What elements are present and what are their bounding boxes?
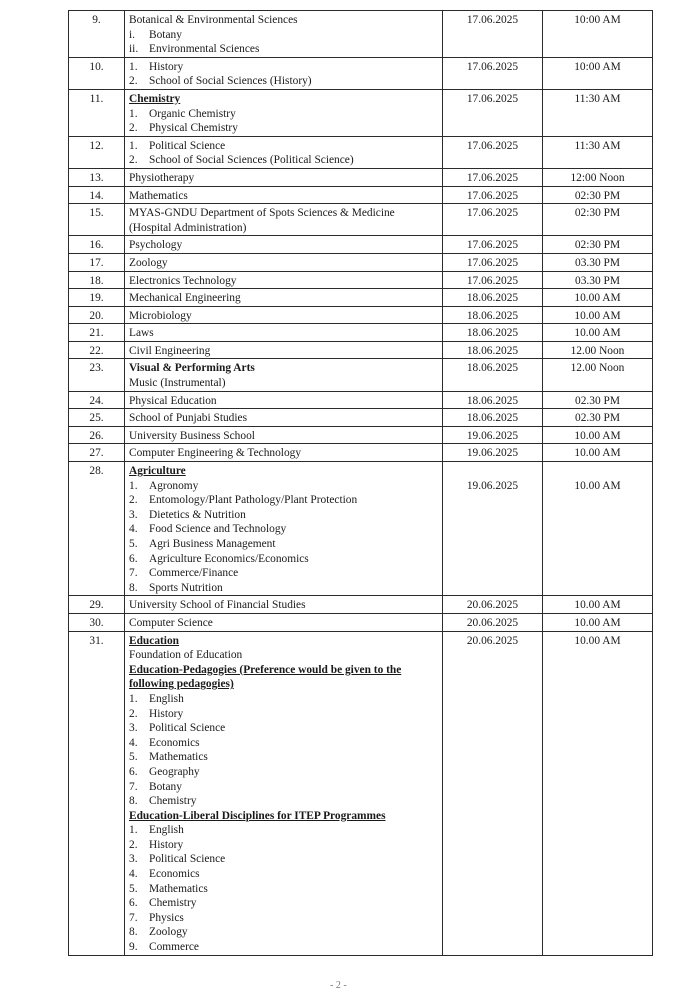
sub-item xyxy=(129,522,439,537)
sub-item xyxy=(129,940,439,955)
sub-item-label: Commerce xyxy=(149,941,199,954)
sub-item xyxy=(129,823,439,838)
sub-item xyxy=(129,896,439,911)
department-cell xyxy=(125,444,443,462)
table-row xyxy=(69,359,653,391)
sub-item-marker: 5. xyxy=(129,538,138,550)
sub-item xyxy=(129,780,439,795)
exam-date: 19.06.2025 xyxy=(443,444,543,462)
sub-item-label: Agronomy xyxy=(149,479,199,492)
exam-time: 12.00 Noon xyxy=(543,359,653,391)
sub-item-marker: 8. xyxy=(129,926,138,939)
sub-item-label: Mathematics xyxy=(149,882,208,895)
department-cell xyxy=(125,271,443,289)
sub-item-label: Chemistry xyxy=(149,795,197,808)
serial-number: 11. xyxy=(69,89,125,136)
table-row xyxy=(69,271,653,289)
department-cell xyxy=(125,168,443,186)
sub-item-label: Mathematics xyxy=(149,751,208,764)
serial-number: 27. xyxy=(69,444,125,462)
department-cell xyxy=(125,289,443,307)
table-row xyxy=(69,136,653,168)
sub-item-label: Food Science and Technology xyxy=(149,523,287,536)
department-name: Microbiology xyxy=(129,309,192,322)
table-row xyxy=(69,426,653,444)
sub-item-marker: 6. xyxy=(129,897,138,910)
sub-item-marker: 4. xyxy=(129,736,138,749)
serial-number: 10. xyxy=(69,57,125,89)
department-name: Electronics Technology xyxy=(129,274,237,287)
exam-date: 17.06.2025 xyxy=(443,271,543,289)
exam-time: 03.30 PM xyxy=(543,253,653,271)
department-heading: Chemistry xyxy=(129,92,181,105)
department-name: Zoology xyxy=(129,256,168,269)
department-cell xyxy=(125,204,443,236)
sub-item-marker: 2. xyxy=(129,838,138,851)
department-name: Botanical & Environmental Sciences xyxy=(129,14,298,26)
sub-item-marker: 1. xyxy=(129,692,138,705)
serial-number: 17. xyxy=(69,253,125,271)
sub-item-label: Agriculture Economics/Economics xyxy=(149,552,309,565)
sub-item-label: English xyxy=(149,692,184,705)
exam-time: 02:30 PM xyxy=(543,204,653,236)
sub-item xyxy=(129,882,439,897)
serial-number: 21. xyxy=(69,324,125,342)
sub-item-marker: 8. xyxy=(129,795,138,808)
sub-item xyxy=(129,74,439,89)
sub-item-label: School of Social Sciences (History) xyxy=(149,75,312,88)
sub-item xyxy=(129,139,439,154)
serial-number: 29. xyxy=(69,596,125,614)
table-row xyxy=(69,613,653,631)
sub-item xyxy=(129,537,439,552)
sub-item-label: Political Science xyxy=(149,139,226,152)
sub-item xyxy=(129,707,439,722)
sub-item-label: Botany xyxy=(149,28,182,41)
serial-number: 9. xyxy=(69,11,125,58)
sub-item-label: History xyxy=(149,838,184,851)
sub-item xyxy=(129,493,439,508)
table-row xyxy=(69,391,653,409)
table-row xyxy=(69,631,653,955)
sub-item-marker: 6. xyxy=(129,765,138,778)
sub-item xyxy=(129,692,439,707)
sub-item-label: Chemistry xyxy=(149,897,197,910)
department-cell xyxy=(125,253,443,271)
sub-item xyxy=(129,566,439,581)
department-heading: Education xyxy=(129,634,180,647)
exam-date: 17.06.2025 xyxy=(443,204,543,236)
department-cell xyxy=(125,631,443,955)
exam-date: 17.06.2025 xyxy=(443,236,543,254)
sub-item xyxy=(129,721,439,736)
sub-item-label: Political Science xyxy=(149,722,226,735)
sub-item-marker: 2. xyxy=(129,154,138,167)
sub-item-marker: 1. xyxy=(129,60,138,73)
exam-date: 18.06.2025 xyxy=(443,409,543,427)
serial-number: 19. xyxy=(69,289,125,307)
serial-number: 13. xyxy=(69,168,125,186)
table-row xyxy=(69,186,653,204)
sub-item-marker: 2. xyxy=(129,707,138,720)
serial-number: 30. xyxy=(69,613,125,631)
sub-item-label: Entomology/Plant Pathology/Plant Protection xyxy=(149,494,358,507)
sub-item xyxy=(129,794,439,809)
serial-number: 14. xyxy=(69,186,125,204)
department-name: Laws xyxy=(129,327,154,340)
sub-item-label: Economics xyxy=(149,736,200,749)
serial-number: 26. xyxy=(69,426,125,444)
department-cell xyxy=(125,236,443,254)
department-cell xyxy=(125,391,443,409)
table-row xyxy=(69,89,653,136)
department-name: Physical Education xyxy=(129,394,217,407)
department-name: Mathematics xyxy=(129,189,188,202)
department-name: MYAS-GNDU Department of Spots Sciences & Medicine (Hospital Administration) xyxy=(129,207,395,234)
department-cell xyxy=(125,11,443,58)
serial-number: 20. xyxy=(69,306,125,324)
sub-item-marker: 9. xyxy=(129,941,138,954)
exam-date: 18.06.2025 xyxy=(443,359,543,391)
department-cell xyxy=(125,186,443,204)
sub-item xyxy=(129,60,439,75)
sub-item-marker: 3. xyxy=(129,722,138,735)
sub-item-label: School of Social Sciences (Political Science) xyxy=(149,154,354,167)
exam-time: 10.00 AM xyxy=(543,462,653,596)
table-row xyxy=(69,204,653,236)
sub-item-label: History xyxy=(149,60,184,73)
serial-number: 24. xyxy=(69,391,125,409)
sub-item-label: Botany xyxy=(149,780,182,793)
exam-time: 10.00 AM xyxy=(543,444,653,462)
sub-item-marker: 5. xyxy=(129,751,138,764)
sub-item-label: Economics xyxy=(149,868,200,881)
exam-time: 02:30 PM xyxy=(543,236,653,254)
sub-item xyxy=(129,911,439,926)
exam-date: 19.06.2025 xyxy=(443,426,543,444)
serial-number: 15. xyxy=(69,204,125,236)
sub-item-marker: 1. xyxy=(129,107,138,120)
sub-item xyxy=(129,508,439,523)
table-row xyxy=(69,324,653,342)
department-cell xyxy=(125,596,443,614)
sub-item-label: Geography xyxy=(149,765,200,778)
exam-date: 20.06.2025 xyxy=(443,631,543,955)
exam-time: 10.00 AM xyxy=(543,306,653,324)
table-row xyxy=(69,409,653,427)
department-name: Civil Engineering xyxy=(129,344,211,357)
sub-item xyxy=(129,107,439,122)
department-cell xyxy=(125,409,443,427)
department-name: School of Punjabi Studies xyxy=(129,412,248,425)
department-name: Music (Instrumental) xyxy=(129,377,226,390)
sub-item-marker: 4. xyxy=(129,868,138,881)
exam-time: 10.00 AM xyxy=(543,324,653,342)
table-row xyxy=(69,11,653,58)
sub-item-marker: 5. xyxy=(129,882,138,895)
sub-item-label: English xyxy=(149,824,184,837)
department-cell xyxy=(125,136,443,168)
schedule-rows xyxy=(69,11,653,956)
exam-date: 18.06.2025 xyxy=(443,341,543,359)
table-row xyxy=(69,306,653,324)
sub-item-marker: 7. xyxy=(129,911,138,924)
sub-item-label: Commerce/Finance xyxy=(149,567,239,580)
sub-item-label: Sports Nutrition xyxy=(149,581,223,594)
sub-item-label: Agri Business Management xyxy=(149,538,276,550)
table-row xyxy=(69,341,653,359)
department-name: University School of Financial Studies xyxy=(129,599,306,612)
serial-number: 16. xyxy=(69,236,125,254)
sub-item-marker: 1. xyxy=(129,824,138,837)
department-name: Computer Science xyxy=(129,616,213,629)
table-row xyxy=(69,168,653,186)
department-heading: Agriculture xyxy=(129,465,186,478)
exam-time: 10:00 AM xyxy=(543,11,653,58)
sub-item-marker: i. xyxy=(129,28,136,41)
sub-item-marker: 7. xyxy=(129,567,138,580)
sub-item xyxy=(129,750,439,765)
sub-item-label: History xyxy=(149,707,184,720)
sub-item xyxy=(129,153,439,168)
sub-item-marker: 2. xyxy=(129,75,138,88)
exam-date: 19.06.2025 xyxy=(443,462,543,596)
department-cell xyxy=(125,89,443,136)
sub-item xyxy=(129,867,439,882)
serial-number: 28. xyxy=(69,462,125,596)
sub-item-label: Physical Chemistry xyxy=(149,122,238,135)
exam-date: 17.06.2025 xyxy=(443,11,543,58)
serial-number: 31. xyxy=(69,631,125,955)
exam-time: 11:30 AM xyxy=(543,136,653,168)
department-name: Foundation of Education xyxy=(129,649,243,662)
exam-time: 10.00 AM xyxy=(543,613,653,631)
department-cell xyxy=(125,341,443,359)
department-heading: Education-Liberal Disciplines for ITEP Programmes xyxy=(129,809,386,822)
exam-date: 17.06.2025 xyxy=(443,89,543,136)
table-row xyxy=(69,253,653,271)
serial-number: 22. xyxy=(69,341,125,359)
exam-date: 17.06.2025 xyxy=(443,57,543,89)
exam-time: 02.30 PM xyxy=(543,391,653,409)
exam-date: 17.06.2025 xyxy=(443,136,543,168)
department-cell xyxy=(125,462,443,596)
sub-item xyxy=(129,838,439,853)
sub-item xyxy=(129,28,439,43)
exam-date: 20.06.2025 xyxy=(443,613,543,631)
serial-number: 18. xyxy=(69,271,125,289)
exam-time: 10:00 AM xyxy=(543,57,653,89)
sub-item xyxy=(129,765,439,780)
exam-date: 18.06.2025 xyxy=(443,391,543,409)
sub-item xyxy=(129,852,439,867)
exam-time: 03.30 PM xyxy=(543,271,653,289)
sub-item xyxy=(129,581,439,596)
exam-time: 11:30 AM xyxy=(543,89,653,136)
sub-item-label: Zoology xyxy=(149,926,188,939)
department-heading: Education-Pedagogies (Preference would be given to the following pedagogies) xyxy=(129,663,402,691)
exam-date: 18.06.2025 xyxy=(443,289,543,307)
sub-item-label: Political Science xyxy=(149,853,226,866)
sub-item-marker: ii. xyxy=(129,43,139,56)
table-row xyxy=(69,57,653,89)
exam-time: 02:30 PM xyxy=(543,186,653,204)
sub-item xyxy=(129,552,439,567)
exam-date: 17.06.2025 xyxy=(443,186,543,204)
sub-item-marker: 3. xyxy=(129,508,138,521)
exam-time: 12:00 Noon xyxy=(543,168,653,186)
department-cell xyxy=(125,324,443,342)
exam-schedule-table xyxy=(68,10,653,956)
table-row xyxy=(69,289,653,307)
department-cell xyxy=(125,426,443,444)
exam-date: 17.06.2025 xyxy=(443,253,543,271)
department-heading: Visual & Performing Arts xyxy=(129,362,255,375)
sub-item-label: Organic Chemistry xyxy=(149,107,236,120)
table-row xyxy=(69,596,653,614)
department-cell xyxy=(125,57,443,89)
sub-item-label: Physics xyxy=(149,911,184,924)
exam-time: 10.00 AM xyxy=(543,596,653,614)
sub-item-marker: 1. xyxy=(129,479,138,492)
sub-item-marker: 8. xyxy=(129,581,138,594)
sub-item-marker: 6. xyxy=(129,552,138,565)
department-cell xyxy=(125,306,443,324)
exam-time: 10.00 AM xyxy=(543,631,653,955)
exam-time: 10.00 AM xyxy=(543,289,653,307)
sub-item-label: Environmental Sciences xyxy=(149,43,260,56)
sub-item-marker: 4. xyxy=(129,523,138,536)
sub-item xyxy=(129,42,439,57)
serial-number: 25. xyxy=(69,409,125,427)
sub-item-marker: 2. xyxy=(129,122,138,135)
sub-item xyxy=(129,736,439,751)
page-number: - 2 - xyxy=(330,980,347,991)
exam-date: 18.06.2025 xyxy=(443,324,543,342)
department-name: Computer Engineering & Technology xyxy=(129,447,302,460)
sub-item xyxy=(129,479,439,494)
department-name: Mechanical Engineering xyxy=(129,292,241,305)
exam-time: 10.00 AM xyxy=(543,426,653,444)
sub-item-label: Dietetics & Nutrition xyxy=(149,508,246,521)
sub-item-marker: 7. xyxy=(129,780,138,793)
sub-item-marker: 2. xyxy=(129,494,138,507)
department-cell xyxy=(125,359,443,391)
sub-item-marker: 1. xyxy=(129,139,138,152)
department-name: University Business School xyxy=(129,429,255,442)
sub-item xyxy=(129,121,439,136)
serial-number: 12. xyxy=(69,136,125,168)
sub-item xyxy=(129,925,439,940)
table-row xyxy=(69,462,653,596)
table-row xyxy=(69,236,653,254)
table-row xyxy=(69,444,653,462)
department-name: Psychology xyxy=(129,239,183,252)
serial-number: 23. xyxy=(69,359,125,391)
exam-date: 18.06.2025 xyxy=(443,306,543,324)
department-cell xyxy=(125,613,443,631)
exam-date: 20.06.2025 xyxy=(443,596,543,614)
exam-time: 02.30 PM xyxy=(543,409,653,427)
exam-date: 17.06.2025 xyxy=(443,168,543,186)
sub-item-marker: 3. xyxy=(129,853,138,866)
department-name: Physiotherapy xyxy=(129,171,195,184)
exam-time: 12.00 Noon xyxy=(543,341,653,359)
